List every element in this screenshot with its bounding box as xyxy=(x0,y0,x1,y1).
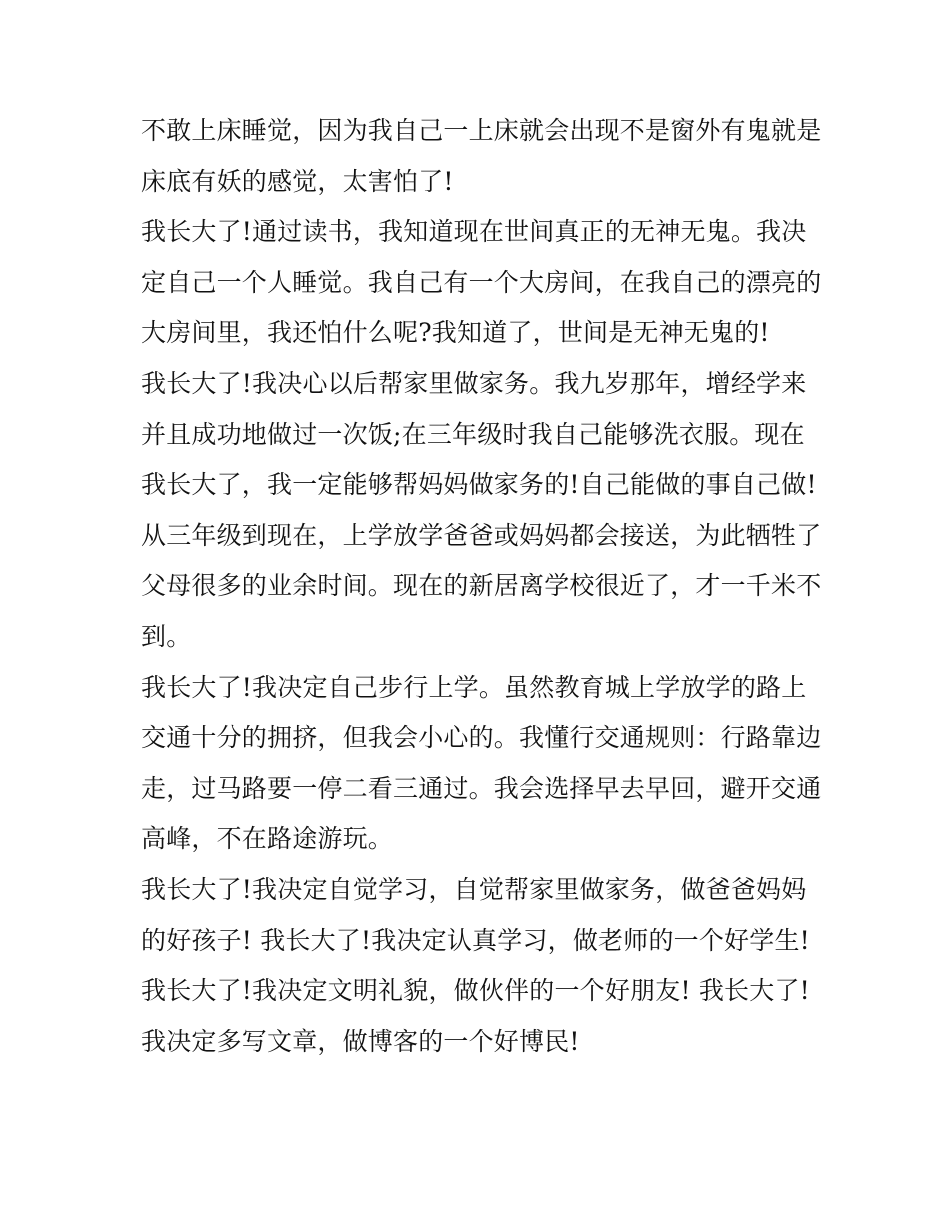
text-line: 床底有妖的感觉，太害怕了! xyxy=(141,166,454,196)
text-line: 走，过马路要一停二看三通过。我会选择早去早回，避开交通 xyxy=(141,773,822,803)
text-line: 我长大了!我决定文明礼貌，做伙伴的一个好朋友! 我长大了! xyxy=(141,976,810,1006)
text-line: 并且成功地做过一次饭;在三年级时我自己能够洗衣服。现在 xyxy=(141,419,805,449)
text-line: 的好孩子! 我长大了!我决定认真学习，做老师的一个好学生! xyxy=(141,925,810,955)
text-line: 父母很多的业余时间。现在的新居离学校很近了，才一千米不 xyxy=(141,571,822,601)
text-line: 我长大了，我一定能够帮妈妈做家务的!自己能做的事自己做! xyxy=(141,470,817,500)
body-text xyxy=(141,106,821,1067)
text-line: 我长大了!我决定自觉学习，自觉帮家里做家务，做爸爸妈妈 xyxy=(141,874,807,904)
text-line: 我长大了!我决心以后帮家里做家务。我九岁那年，增经学来 xyxy=(141,368,807,398)
text-line: 我长大了!我决定自己步行上学。虽然教育城上学放学的路上 xyxy=(141,672,807,702)
text-line: 我长大了!通过读书，我知道现在世间真正的无神无鬼。我决 xyxy=(141,217,807,247)
text-line: 从三年级到现在，上学放学爸爸或妈妈都会接送，为此牺牲了 xyxy=(141,520,822,550)
text-line: 交通十分的拥挤，但我会小心的。我懂行交通规则：行路靠边 xyxy=(141,723,822,753)
text-line: 定自己一个人睡觉。我自己有一个大房间，在我自己的漂亮的 xyxy=(141,267,822,297)
text-line: 不敢上床睡觉，因为我自己一上床就会出现不是窗外有鬼就是 xyxy=(141,116,822,145)
text-line: 高峰，不在路途游玩。 xyxy=(141,824,394,854)
text-line: 大房间里，我还怕什么呢?我知道了，世间是无神无鬼的! xyxy=(141,318,770,348)
text-line: 到。 xyxy=(141,621,192,651)
text-line: 我决定多写文章，做博客的一个好博民! xyxy=(141,1026,580,1056)
